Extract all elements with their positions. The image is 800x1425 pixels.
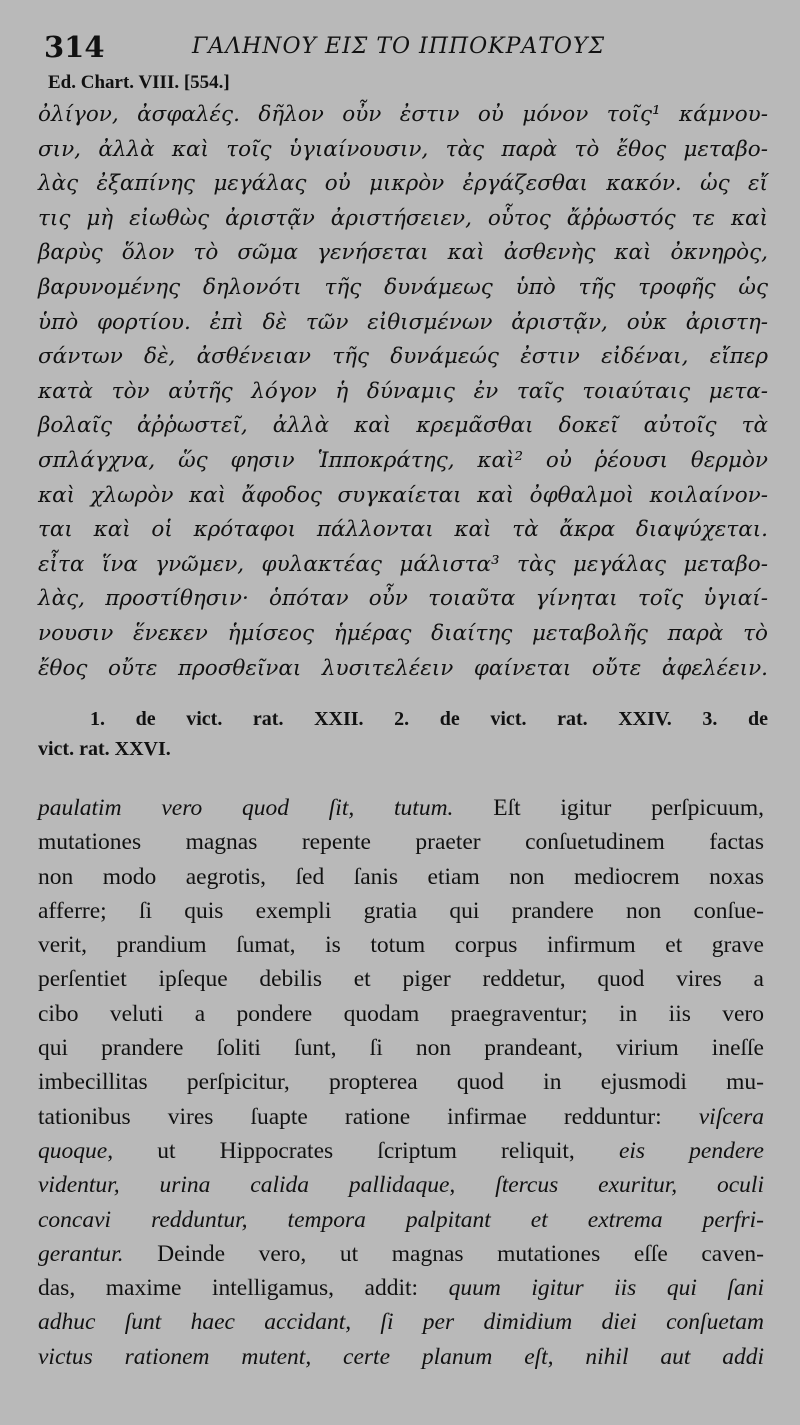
edition-reference: Ed. Chart. VIII. [554.]	[48, 72, 230, 93]
latin-text-block	[38, 791, 764, 1374]
latin-text-line	[38, 928, 764, 962]
greek-text-line: κατὰ τὸν αὐτῆς λόγον ἡ δύναμις ἐν ταῖς τοιαύταις μετα-	[38, 378, 768, 404]
latin-text-line	[38, 1237, 764, 1271]
greek-text-line: σπλάγχνα, ὥς φησιν Ἱπποκράτης, καὶ² οὐ ῥέουσι θερμὸν	[38, 447, 768, 473]
page-header	[44, 30, 760, 66]
italic-text-run: quum igitur iis qui ſani	[448, 1275, 764, 1302]
footnote-line: vict. rat. XXVI.	[38, 738, 171, 760]
italic-text-run: viſcera	[698, 1103, 764, 1130]
greek-text-line: λὰς, προστίθησιν· ὁπόταν οὖν τοιαῦτα γίνηται τοῖς ὑγιαί-	[38, 586, 768, 612]
italic-text-run: gerantur.	[38, 1240, 124, 1267]
latin-text-line	[38, 1340, 764, 1374]
latin-text-line	[38, 894, 764, 928]
greek-text-line: ὀλίγον, ἀσφαλές. δῆλον οὖν ἐστιν οὐ μόνον τοῖς¹ κάμνου-	[38, 102, 768, 127]
running-title: ΓΑΛΗΝΟΥ ΕΙΣ ΤΟ ΙΠΠΟΚΡΑΤΟΥΣ	[192, 34, 606, 59]
greek-text-line: τις μὴ εἰωθὼς ἀριστᾷν ἀριστήσειεν, οὗτος ἄῤῥωστός τε καὶ	[38, 205, 768, 231]
text-run: , ut Hippocrates ſcriptum reliquit,	[107, 1137, 619, 1164]
italic-text-run: paulatim vero quod ſit, tutum.	[38, 795, 454, 821]
text-run: mutationes magnas repente praeter conſuetudinem factas	[38, 829, 764, 856]
text-run: tationibus vires ſuapte ratione infirmae redduntur:	[38, 1103, 699, 1130]
latin-text-line	[38, 962, 764, 996]
latin-text-line	[38, 1168, 764, 1202]
text-run: imbecillitas perſpicitur, propterea quod in ejusmodi mu-	[38, 1069, 764, 1096]
latin-text-line	[38, 1203, 764, 1237]
greek-text-line: βαρυνομένης δηλονότι τῆς δυνάμεως ὑπὸ τῆς τροφῆς ὡς	[38, 274, 768, 300]
greek-text-line: βολαῖς ἀῤῥωστεῖ, ἀλλὰ καὶ κρεμᾶσθαι δοκεῖ αὐτοῖς τὰ	[38, 413, 768, 439]
greek-text-line: βαρὺς ὅλον τὸ σῶμα γενήσεται καὶ ἀσθενὴς καὶ ὀκνηρὸς,	[38, 240, 768, 266]
text-run: afferre; ſi quis exempli gratia qui prandere non conſue-	[38, 897, 764, 924]
latin-text-line	[38, 1271, 764, 1305]
latin-text-line	[38, 997, 764, 1031]
greek-text-line: σιν, ἀλλὰ καὶ τοῖς ὑγιαίνουσιν, τὰς παρὰ τὸ ἔθος μεταβο-	[38, 136, 768, 162]
latin-text-line	[38, 860, 764, 894]
footnotes	[38, 704, 768, 764]
greek-text-line: εἶτα ἵνα γνῶμεν, φυλακτέας μάλιστα³ τὰς μεγάλας μεταβο-	[38, 551, 768, 577]
italic-text-run: adhuc ſunt haec accidant, ſi per dimidium diei conſuetam	[38, 1309, 764, 1336]
greek-text-line: καὶ χλωρὸν καὶ ἄφοδος συγκαίεται καὶ ὀφθαλμοὶ κοιλαίνον-	[38, 482, 768, 508]
text-run: perſentiet ipſeque debilis et piger reddetur, quod vires a	[38, 966, 764, 993]
text-run: verit, prandium ſumat, is totum corpus infirmum et grave	[38, 932, 764, 959]
footnote-line: 1. de vict. rat. XXII. 2. de vict. rat. XXIV. 3. de	[90, 708, 768, 730]
latin-text-line	[38, 1305, 764, 1339]
page-number: 314	[44, 30, 105, 64]
latin-text-line	[38, 1065, 764, 1099]
text-run: qui prandere ſoliti ſunt, ſi non prandeant, virium ineſſe	[38, 1035, 764, 1062]
latin-text-line	[38, 791, 764, 825]
greek-text-line: λὰς ἐξαπίνης μεγάλας οὐ μικρὸν ἐργάζεσθαι κακόν. ὡς εἴ	[38, 171, 768, 197]
text-run: das, maxime intelligamus, addit:	[38, 1275, 449, 1302]
text-run: cibo veluti a pondere quodam praegraventur; in iis vero	[38, 1000, 764, 1027]
greek-text-line: νουσιν ἕνεκεν ἡμίσεος ἡμέρας διαίτης μεταβολῆς παρὰ τὸ	[38, 620, 768, 646]
greek-text-line: ὑπὸ φορτίου. ἐπὶ δὲ τῶν εἰθισμένων ἀριστᾷν, οὐκ ἀριστη-	[38, 309, 768, 335]
text-run: Deinde vero, ut magnas mutationes eſſe caven-	[123, 1240, 764, 1267]
latin-text-line	[38, 1031, 764, 1065]
latin-text-line	[38, 1100, 764, 1134]
italic-text-run: eis pendere	[618, 1137, 764, 1164]
greek-text-line: ἔθος οὔτε προσθεῖναι λυσιτελέειν φαίνεται οὔτε ἀφελέειν.	[38, 655, 768, 681]
italic-text-run: videntur, urina calida pallidaque, ſtercus exuritur, oculi	[38, 1172, 764, 1199]
greek-text-line: σάντων δὲ, ἀσθένειαν τῆς δυνάμεώς ἐστιν εἰδέναι, εἴπερ	[38, 344, 768, 370]
latin-text-line	[38, 1134, 764, 1168]
italic-text-run: concavi redduntur, tempora palpitant et extrema perfri-	[38, 1206, 764, 1233]
greek-text-line: ται καὶ οἱ κρόταφοι πάλλονται καὶ τὰ ἄκρα διαψύχεται.	[38, 517, 768, 543]
text-run: Eſt igitur perſpicuum,	[453, 795, 764, 821]
italic-text-run: victus rationem mutent, certe planum eſt, nihil aut addi	[38, 1343, 764, 1370]
text-run: non modo aegrotis, ſed ſanis etiam non mediocrem noxas	[38, 863, 764, 890]
italic-text-run: quoque	[38, 1137, 108, 1164]
greek-text-block	[38, 98, 768, 686]
latin-text-line	[38, 825, 764, 859]
